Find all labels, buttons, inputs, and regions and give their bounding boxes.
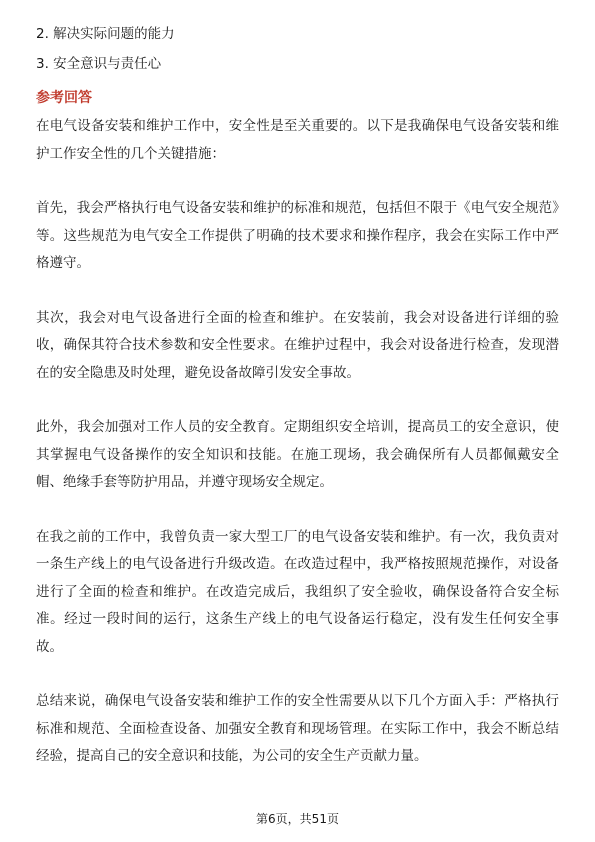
list-item-problem-solving: 2. 解决实际问题的能力 [36,26,175,42]
paragraph-intro: 在电气设备安装和维护工作中，安全性是至关重要的。以下是我确保电气设备安装和维护工作安全性的几个关键措施： [36,118,559,162]
page-number: 第6页，共51页 [256,812,339,826]
list-item-safety-awareness: 3. 安全意识与责任心 [36,56,162,72]
reference-answer-heading: 参考回答 [36,90,92,106]
paragraph-training: 此外，我会加强对工作人员的安全教育。定期组织安全培训，提高员工的安全意识，使其掌握电气设备操作的安全知识和技能。在施工现场，我会确保所有人员都佩戴安全帽、绝缘手套等防护用品，并遵守现场安全规定。 [36,419,559,490]
paragraph-standards: 首先，我会严格执行电气设备安装和维护的标准和规范，包括但不限于《电气安全规范》等。这些规范为电气安全工作提供了明确的技术要求和操作程序，我会在实际工作中严格遵守。 [36,200,559,271]
paragraph-experience: 在我之前的工作中，我曾负责一家大型工厂的电气设备安装和维护。有一次，我负责对一条生产线上的电气设备进行升级改造。在改造过程中，我严格按照规范操作，对设备进行了全面的检查和维护。在改造完成后，我组织了安全验收，确保设备符合安全标准。经过一段时间的运行，这条生产线上的电气设备运行稳定，没有发生任何安全事故。 [36,528,559,655]
answer-body [36,113,559,798]
paragraph-summary: 总结来说，确保电气设备安装和维护工作的安全性需要从以下几个方面入手：严格执行标准和规范、全面检查设备、加强安全教育和现场管理。在实际工作中，我会不断总结经验，提高自己的安全意识和技能，为公司的安全生产贡献力量。 [36,693,559,764]
paragraph-inspection: 其次，我会对电气设备进行全面的检查和维护。在安装前，我会对设备进行详细的验收，确保其符合技术参数和安全性要求。在维护过程中，我会对设备进行检查，发现潜在的安全隐患及时处理，避免设备故障引发安全事故。 [36,309,559,381]
